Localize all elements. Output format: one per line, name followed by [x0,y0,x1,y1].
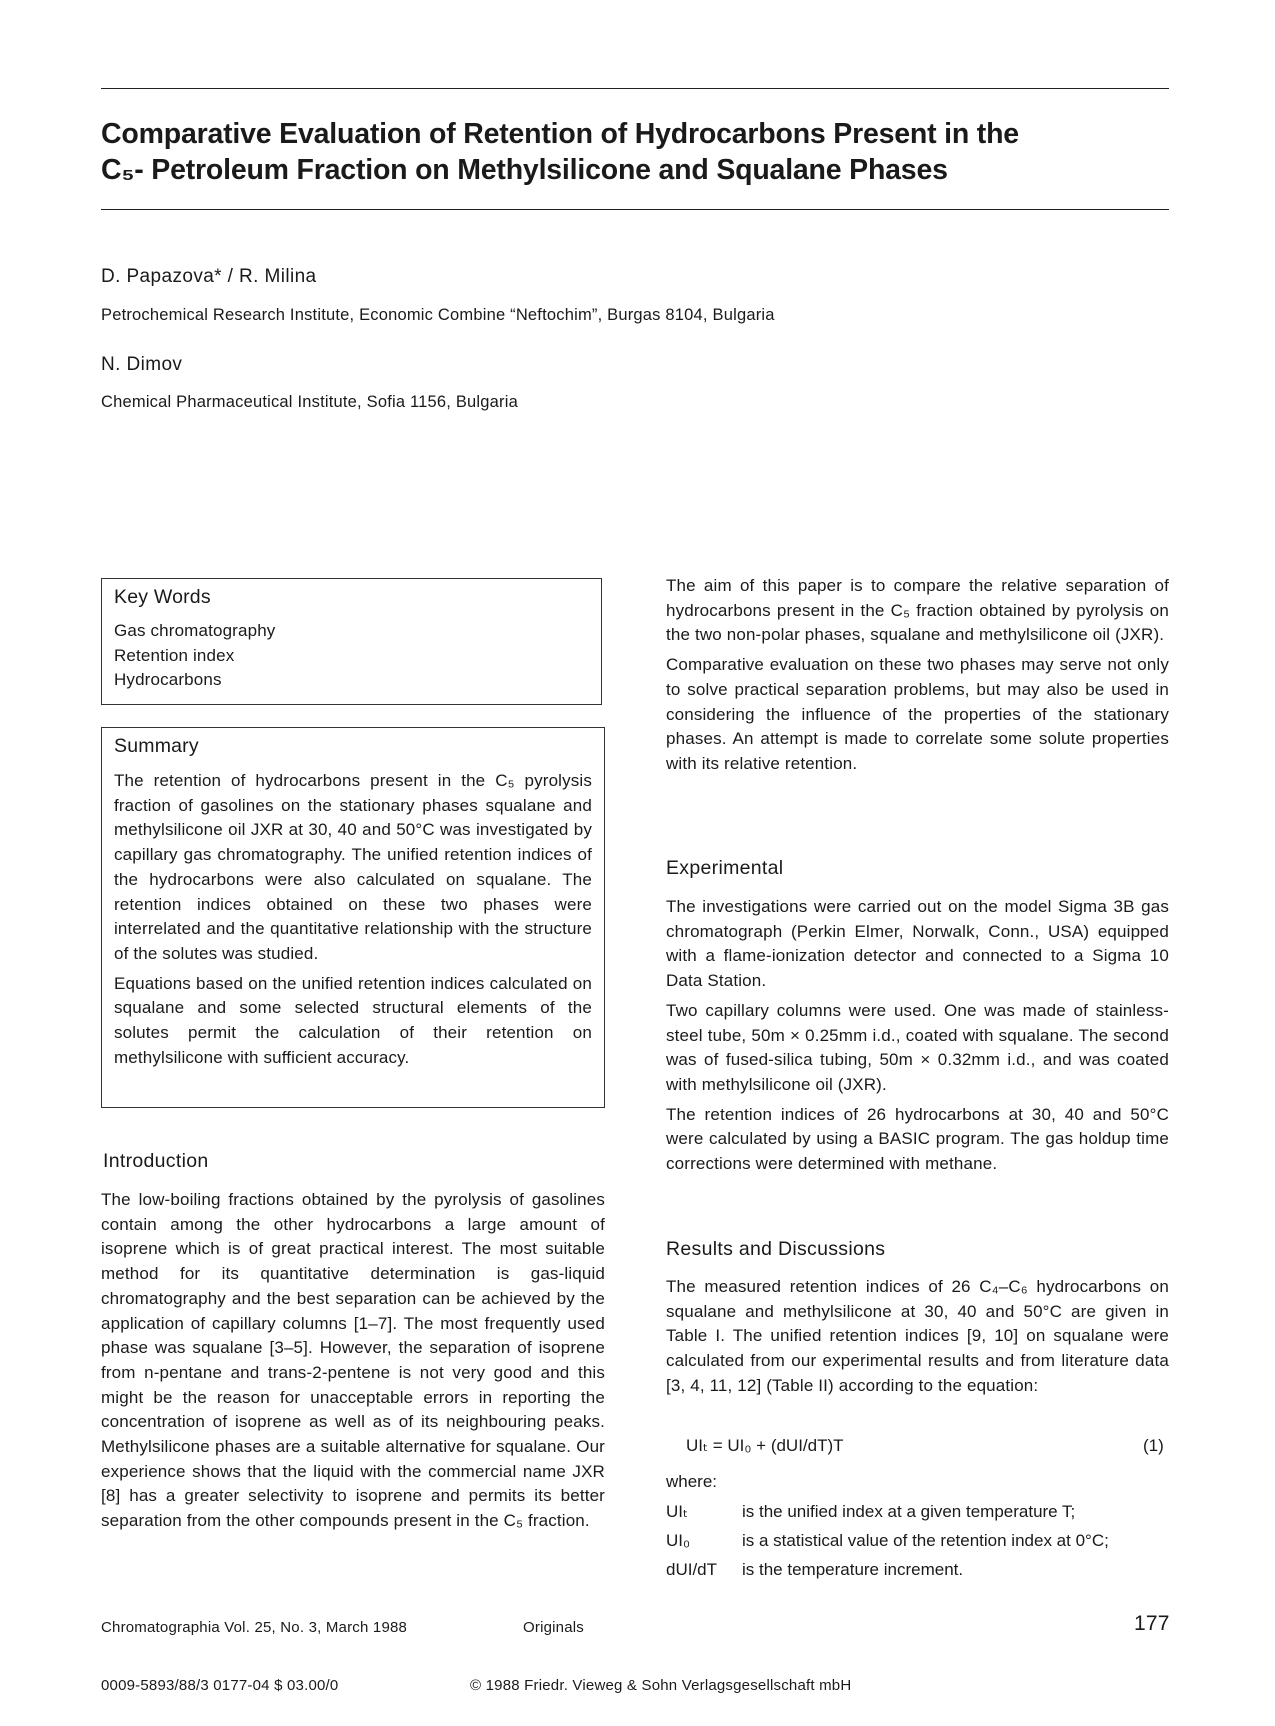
where-label: where: [666,1472,718,1491]
definition-row [666,1531,1169,1560]
definition-desc: is the temperature increment. [742,1560,964,1579]
keywords-heading: Key Words [114,586,211,608]
title-bottom-rule [101,209,1169,210]
definition-row [666,1502,1169,1531]
summary-box [101,727,605,1108]
keyword-item: Retention index [114,645,235,665]
aim-paragraph: Comparative evaluation on these two phases may serve not only to solve practical separation problems, but may also be used in considering the influence of the properties of the stationary phases. An attempt is made to correlate some solute properties with its relative retention. [666,655,1169,773]
top-rule [101,88,1169,89]
introduction-paragraph: The low-boiling fractions obtained by the pyrolysis of gasolines contain among the other hydrocarbons a large amount of isoprene which is of great practical interest. The most suitable method for its quantitative determination is gas-liquid chromatography and the best separation can be achieved by the application of capillary columns [1–7]. The most frequently used phase was squalane [3–5]. However, the separation of isoprene from n-pentane and trans-2-pentene is not very good and this might be the reason for unacceptable errors in reporting the concentration of isoprene as well as of its neighbouring peaks. Methylsilicone phases are a suitable alternative for squalane. Our experience shows that the liquid with the commercial name JXR [8] has a greater selectivity to isoprene and permits its better separation from the other compounds present in the C₅ fraction. [101,1190,605,1531]
experimental-paragraph: Two capillary columns were used. One was made of stainless-steel tube, 50m × 0.25mm i.d., coated with squalane. The second was of fused-silica tubing, 50m × 0.32mm i.d., and was coated with methylsilicone oil (JXR). [666,1000,1169,1094]
copyright: © 1988 Friedr. Vieweg & Sohn Verlagsgesellschaft mbH [470,1677,852,1694]
section-label: Originals [523,1619,584,1636]
definition-row [666,1560,1169,1589]
experimental-heading: Experimental [666,857,784,879]
definition-term: UIₜ [666,1502,689,1521]
author-names-2: N. Dimov [101,354,183,375]
summary-heading: Summary [114,735,199,757]
experimental-paragraph: The investigations were carried out on the model Sigma 3B gas chromatograph (Perkin Elmer, Norwalk, Conn., USA) equipped with a flame-ionization detector and connected to a Sigma 10 Data Station. [666,897,1169,991]
aim-paragraph: The aim of this paper is to compare the relative separation of hydrocarbons present in the C₅ fraction obtained by pyrolysis on the two non-polar phases, squalane and methylsilicone oil (JXR). [666,576,1169,645]
equation-number: (1) [1143,1436,1164,1455]
definition-desc: is the unified index at a given temperature T; [742,1502,1076,1521]
keyword-item: Hydrocarbons [114,670,222,690]
introduction-heading: Introduction [103,1150,209,1172]
definition-term: dUI/dT [666,1560,718,1579]
keyword-item: Gas chromatography [114,621,276,640]
keywords-box [101,578,602,705]
journal-info: Chromatographia Vol. 25, No. 3, March 1988 [101,1619,408,1636]
results-paragraph: The measured retention indices of 26 C₄–C₆ hydrocarbons on squalane and methylsilicone at 30, 40 and 50°C are given in Table I. The unified retention indices [9, 10] on squalane were calculated from our experimental results and from literature data [3, 4, 11, 12] (Table II) according to the equation: [666,1277,1169,1395]
summary-paragraph: The retention of hydrocarbons present in the C₅ pyrolysis fraction of gasolines on the stationary phases squalane and methylsilicone oil JXR at 30, 40 and 50°C was investigated by capillary gas chromatography. The unified retention indices of the hydrocarbons were also calculated on squalane. The retention indices obtained on these two phases were interrelated and the quantitative relationship with the structure of the solutes was studied. [114,771,592,963]
experimental-paragraph: The retention indices of 26 hydrocarbons at 30, 40 and 50°C were calculated by using a BASIC program. The gas holdup time corrections were determined with methane. [666,1104,1169,1174]
paper-title [101,116,1169,188]
equation: UIₜ = UI₀ + (dUI/dT)T [686,1436,844,1455]
author-affiliation-2: Chemical Pharmaceutical Institute, Sofia 1156, Bulgaria [101,393,518,411]
title-line-2: C₅- Petroleum Fraction on Methylsilicone and Squalane Phases [101,154,948,186]
definition-desc: is a statistical value of the retention index at 0°C; [742,1531,1109,1550]
author-affiliation-1: Petrochemical Research Institute, Economic Combine “Neftochim”, Burgas 8104, Bulgaria [101,306,775,324]
page-number: 177 [1134,1612,1170,1635]
definitions-list [666,1502,1169,1589]
article-code: 0009-5893/88/3 0177-04 $ 03.00/0 [101,1677,339,1694]
results-heading: Results and Discussions [666,1238,886,1260]
summary-paragraph: Equations based on the unified retention indices calculated on squalane and some selected structural elements of the solutes permit the calculation of their retention on methylsilicone with sufficient accuracy. [114,973,592,1067]
definition-term: UI₀ [666,1531,691,1550]
title-line-1: Comparative Evaluation of Retention of Hydrocarbons Present in the [101,118,1019,150]
author-names-1: D. Papazova* / R. Milina [101,266,317,287]
